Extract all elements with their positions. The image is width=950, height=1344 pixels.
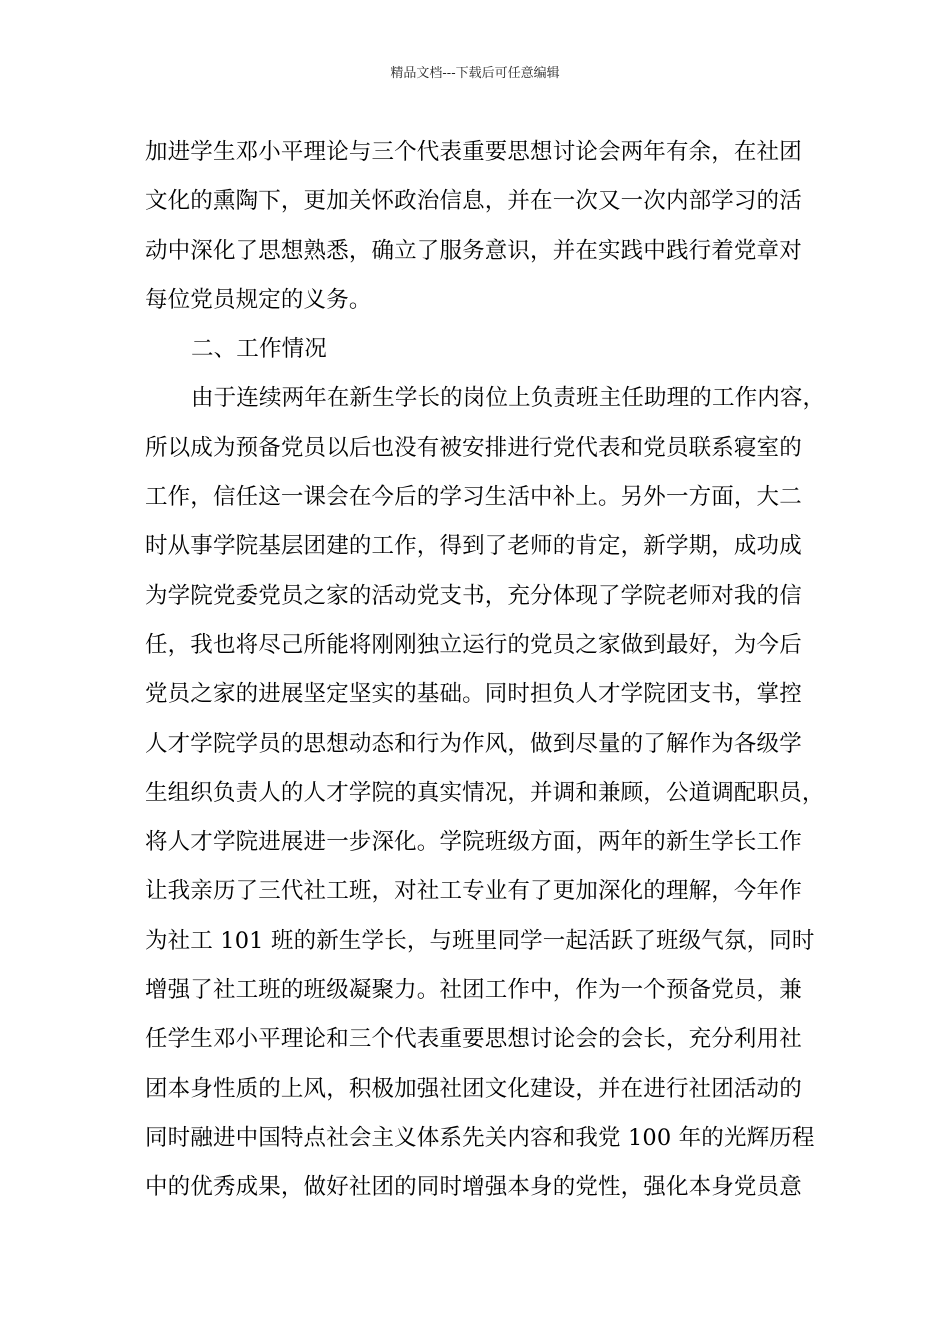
document-body bbox=[145, 128, 826, 1213]
text-line: 时从事学院基层团建的工作，得到了老师的肯定，新学期，成功成 bbox=[145, 533, 802, 560]
text-line: 中的优秀成果，做好社团的同时增强本身的党性，强化本身党员意 bbox=[145, 1174, 802, 1201]
text-line: 党员之家的进展坚定坚实的基础。同时担负人才学院团支书，掌控 bbox=[145, 681, 802, 708]
text-line: 生组织负责人的人才学院的真实情况，并调和兼顾，公道调配职员， bbox=[145, 779, 825, 806]
text-line: 动中深化了思想熟悉，确立了服务意识，并在实践中践行着党章对 bbox=[145, 237, 802, 264]
text-line: 工作，信任这一课会在今后的学习生活中补上。另外一方面，大二 bbox=[145, 484, 802, 511]
text-line: 加进学生邓小平理论与三个代表重要思想讨论会两年有余，在社团 bbox=[145, 139, 802, 165]
text-line: 所以成为预备党员以后也没有被安排进行党代表和党员联系寝室的 bbox=[145, 434, 802, 461]
text-line: 团本身性质的上风，积极加强社团文化建设，并在进行社团活动的 bbox=[145, 1075, 802, 1102]
text-line: 为社工 101 班的新生学长，与班里同学一起活跃了班级气氛，同时 bbox=[145, 927, 815, 954]
text-line: 文化的熏陶下，更加关怀政治信息，并在一次又一次内部学习的活 bbox=[145, 188, 802, 215]
text-line: 将人才学院进展进一步深化。学院班级方面，两年的新生学长工作 bbox=[145, 829, 802, 856]
text-line: 任学生邓小平理论和三个代表重要思想讨论会的会长，充分利用社 bbox=[145, 1026, 802, 1053]
header-note: 精品文档---下载后可任意编辑 bbox=[390, 66, 560, 81]
text-line: 让我亲历了三代社工班，对社工专业有了更加深化的理解，今年作 bbox=[145, 878, 802, 905]
text-line: 每位党员规定的义务。 bbox=[145, 286, 372, 313]
text-line: 增强了社工班的班级凝聚力。社团工作中，作为一个预备党员，兼 bbox=[145, 977, 802, 1004]
text-line: 任，我也将尽己所能将刚刚独立运行的党员之家做到最好，为今后 bbox=[145, 631, 802, 658]
text-line: 二、工作情况 bbox=[191, 336, 327, 363]
text-line: 同时融进中国特点社会主义体系先关内容和我党 100 年的光辉历程 bbox=[145, 1124, 815, 1151]
text-line: 为学院党委党员之家的活动党支书，充分体现了学院老师对我的信 bbox=[145, 582, 802, 609]
text-line: 人才学院学员的思想动态和行为作风，做到尽量的了解作为各级学 bbox=[145, 730, 802, 757]
text-line: 由于连续两年在新生学长的岗位上负责班主任助理的工作内容， bbox=[191, 385, 826, 412]
